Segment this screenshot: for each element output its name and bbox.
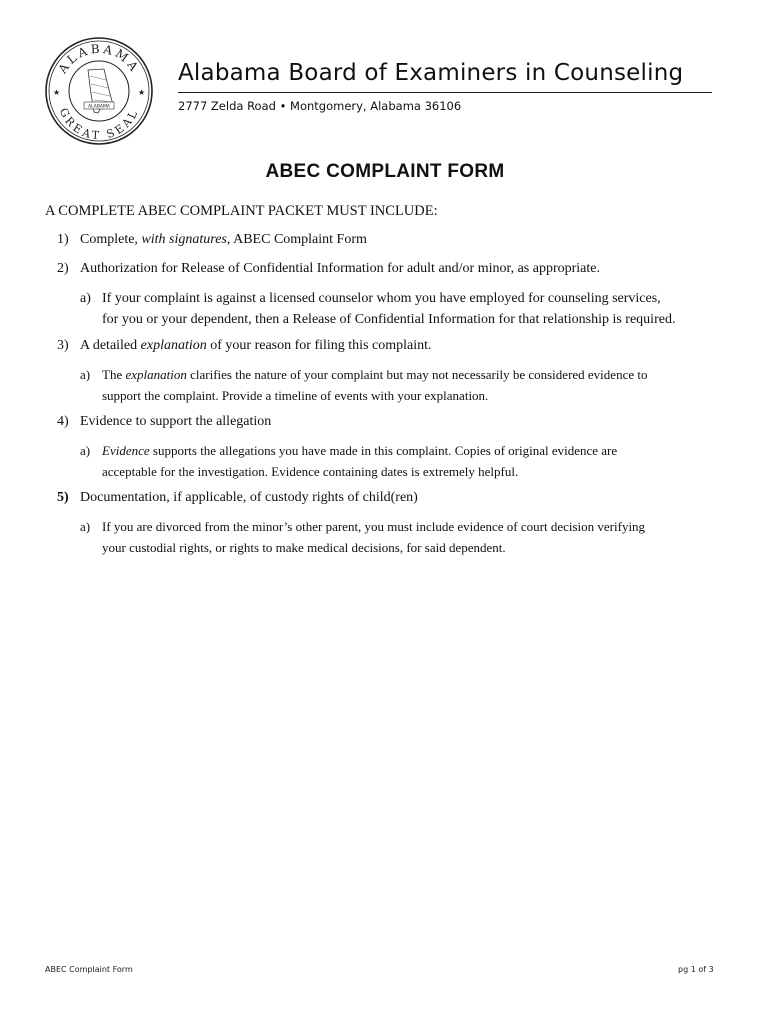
item-number: 2): [57, 261, 69, 276]
item-number: 1): [57, 232, 69, 247]
item-number: 4): [57, 414, 69, 429]
seal-ribbon-text: ALABAMA: [88, 104, 110, 110]
sub-item-line: The explanation clarifies the nature of your complaint but may not necessarily be considered evidence to: [102, 367, 648, 382]
sub-item-line: support the complaint. Provide a timeline of events with your explanation.: [102, 388, 489, 403]
organization-name: Alabama Board of Examiners in Counseling: [178, 60, 684, 86]
great-seal-logo: [44, 36, 154, 146]
footer-form-name: ABEC Complaint Form: [45, 965, 133, 974]
sub-item-label: a): [80, 291, 91, 306]
seal-top-text: ALABAMA: [55, 41, 143, 76]
sub-item-label: a): [80, 367, 91, 382]
organization-address: 2777 Zelda Road • Montgomery, Alabama 36106: [178, 99, 462, 113]
packet-intro: A COMPLETE ABEC COMPLAINT PACKET MUST INCLUDE:: [45, 203, 438, 219]
sub-item-line: Evidence supports the allegations you have made in this complaint. Copies of original evidence are: [102, 443, 618, 458]
sub-item-line: for you or your dependent, then a Release of Confidential Information for that relationship is required.: [102, 312, 676, 327]
sub-item-line: If your complaint is against a licensed counselor whom you have employed for counseling services,: [102, 291, 661, 306]
header-divider: [178, 92, 712, 93]
item-text: Authorization for Release of Confidential Information for adult and/or minor, as appropriate.: [80, 261, 601, 276]
sub-item-label: a): [80, 443, 91, 458]
item-text: A detailed explanation of your reason for filing this complaint.: [80, 338, 432, 353]
item-number: 5): [57, 490, 69, 505]
form-title: ABEC COMPLAINT FORM: [265, 161, 505, 182]
sub-item-line: your custodial rights, or rights to make medical decisions, for said dependent.: [102, 540, 506, 555]
sub-item-line: acceptable for the investigation. Evidence containing dates is extremely helpful.: [102, 464, 519, 479]
item-number: 3): [57, 338, 69, 353]
svg-text:★: ★: [138, 88, 146, 97]
item-text: Complete, with signatures, ABEC Complaint Form: [80, 232, 367, 247]
sub-item-label: a): [80, 519, 91, 534]
svg-text:★: ★: [53, 88, 61, 97]
item-text: Documentation, if applicable, of custody rights of child(ren): [80, 490, 418, 505]
seal-bottom-text: GREAT SEAL: [56, 105, 142, 143]
item-text: Evidence to support the allegation: [80, 414, 272, 429]
footer-page-number: pg 1 of 3: [678, 965, 714, 974]
sub-item-line: If you are divorced from the minor’s other parent, you must include evidence of court decision verifying: [102, 519, 646, 534]
